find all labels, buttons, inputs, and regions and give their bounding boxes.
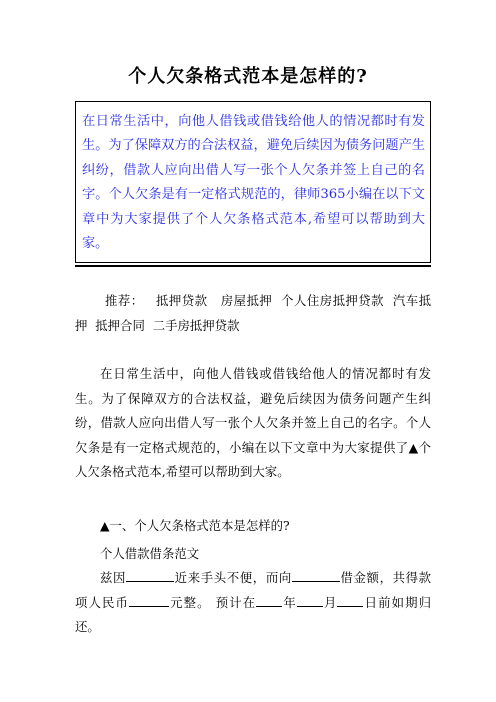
blank-field [126, 569, 174, 582]
blank-field [337, 594, 363, 607]
summary-text: 在日常生活中，向他人借钱或借钱给他人的情况都时有发生。为了保障双方的合法权益，避免后续因为债务问题产生纠纷，借款人应向出借人写一张个人欠条并签上自己的名字。个人欠条是有一定格式规范的，律师365小编在以下文章中为大家提供了个人欠条格式范本,希望可以帮助到大家。 [82, 114, 425, 252]
recommend-label: 推荐： [105, 293, 144, 308]
body-text: 月 [322, 594, 338, 610]
blank-field [256, 594, 282, 607]
blank-field [292, 569, 340, 582]
recommend-link[interactable]: 房屋抵押 [220, 293, 273, 308]
body-text: 借金额，共得款项人民币 [75, 570, 432, 610]
body-text: 元整。 预计在 [169, 594, 257, 610]
recommend-link[interactable]: 二手房抵押贷款 [152, 317, 240, 333]
body-text: 近来手头不便，而向 [174, 570, 292, 585]
page-title: 个人欠条格式范本是怎样的? [128, 66, 368, 87]
section-heading: ▲一、个人欠条格式范本是怎样的? [100, 518, 290, 533]
body-text: 兹因 [100, 570, 127, 585]
loan-body-paragraph [75, 566, 431, 640]
section-subheading: 个人借款借条范文 [100, 546, 200, 561]
recommend-link[interactable]: 抵押合同 [95, 317, 145, 333]
recommend-link[interactable]: 个人住房抵押贷款 [281, 293, 385, 308]
intro-paragraph: 在日常生活中，向他人借钱或借钱给他人的情况都时有发生。为了保障双方的合法权益，避免后续因为债务问题产生纠纷，借款人应向出借人写一张个人欠条并签上自己的名字。个人欠条是有一定格式规范的，小编在以下文章中为大家提供了▲个人欠条格式范本,希望可以帮助到大家。 [75, 366, 431, 479]
body-text: 年 [282, 594, 297, 610]
recommend-link[interactable]: 抵押贷款 [156, 293, 208, 308]
recommend-line [75, 289, 431, 338]
blank-field [297, 594, 323, 607]
summary-box [75, 101, 431, 263]
body-text: 日前如期归还。 [75, 594, 432, 634]
blank-field [129, 594, 169, 607]
summary-bottom-rule [75, 265, 431, 267]
recommend-link[interactable]: 汽车抵押 [75, 293, 432, 333]
